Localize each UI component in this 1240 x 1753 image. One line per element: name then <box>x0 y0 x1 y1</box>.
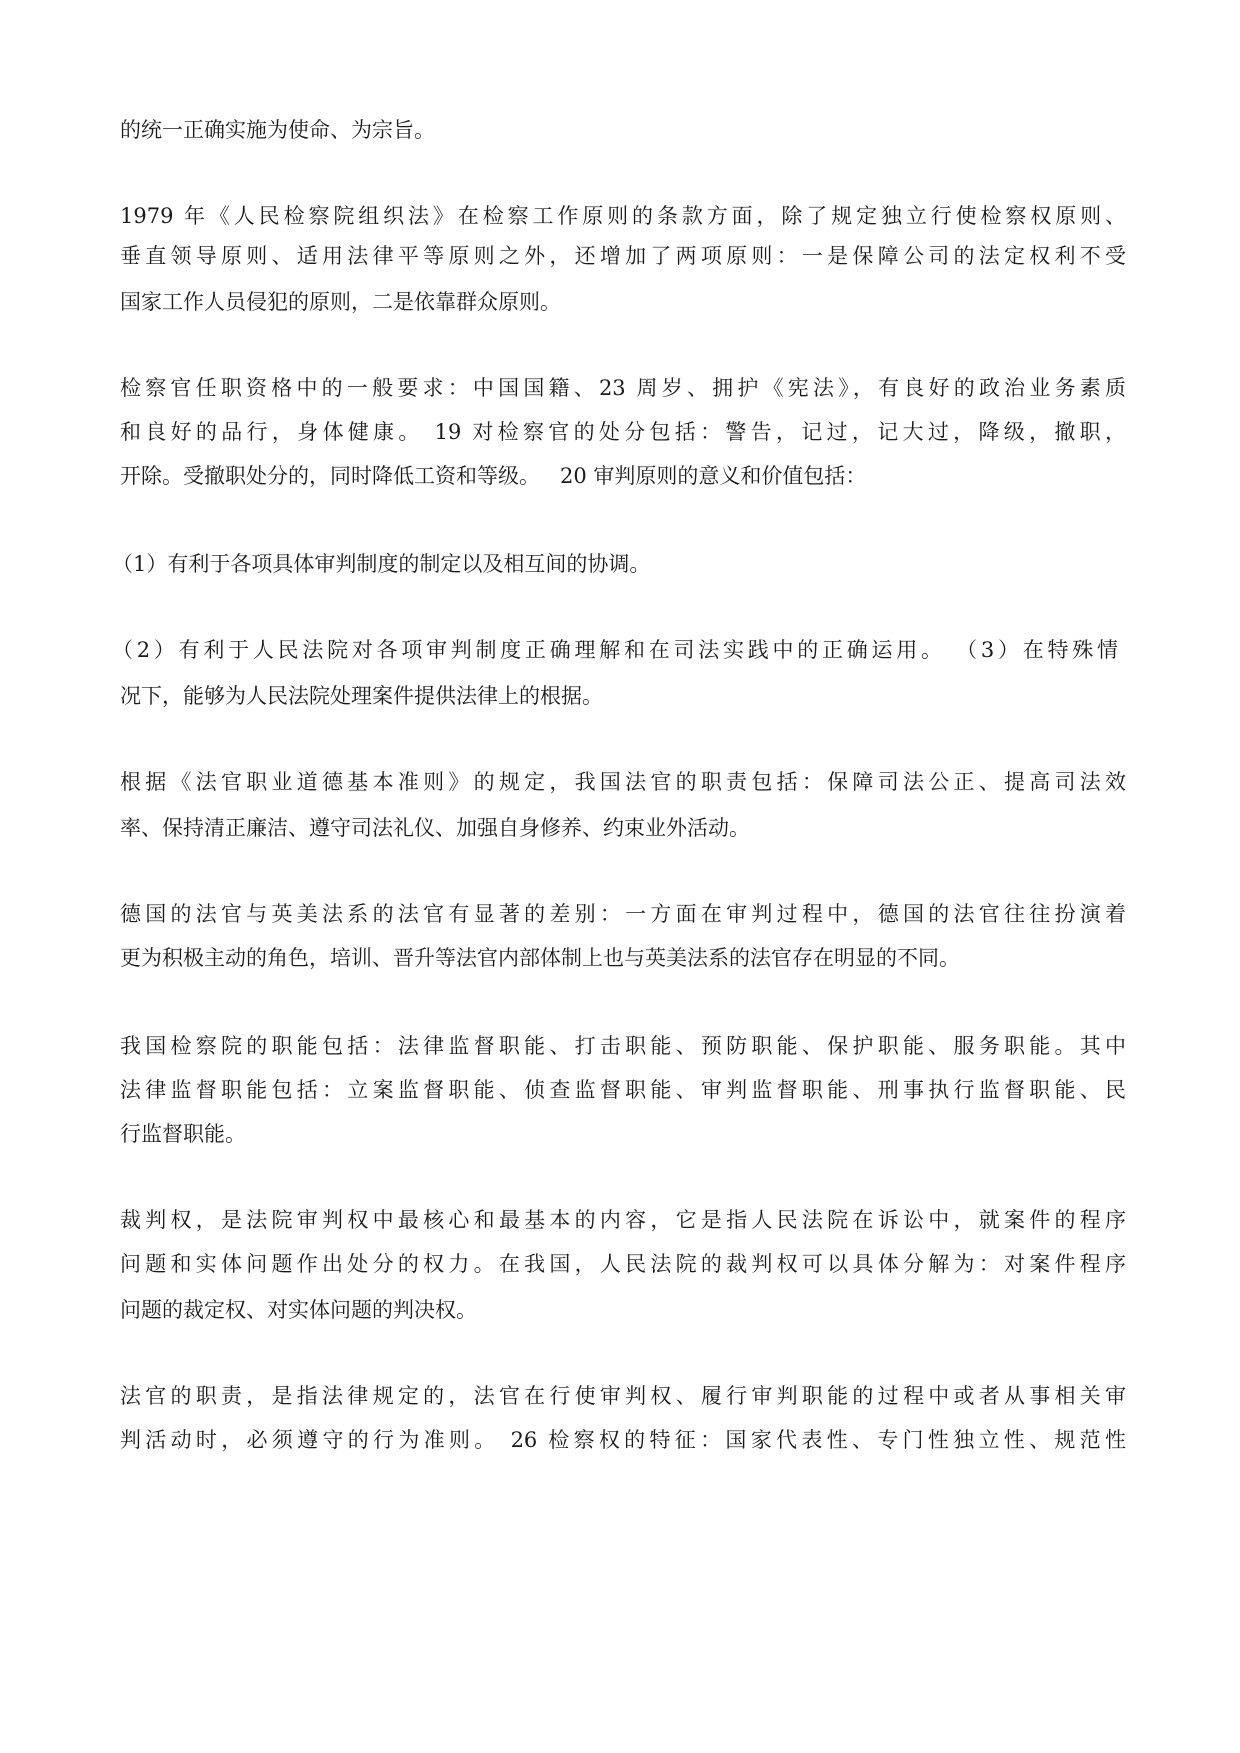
text-line: 率、保持清正廉洁、遵守司法礼仪、加强自身修养、约束业外活动。 <box>120 816 750 840</box>
text-line: （2）有利于人民法院对各项审判制度正确理解和在司法实践中的正确运用。 （3）在特殊情 <box>112 638 1118 662</box>
text-line: 判活动时，必须遵守的行为准则。 26 检察权的特征：国家代表性、专门性独立性、规范性 <box>120 1428 1126 1452</box>
text-line: 问题和实体问题作出处分的权力。在我国，人民法院的裁判权可以具体分解为：对案件程序 <box>120 1252 1126 1276</box>
text-line: 法官的职责，是指法律规定的，法官在行使审判权、履行审判职能的过程中或者从事相关审 <box>120 1384 1126 1408</box>
text-line: 的统一正确实施为使命、为宗旨。 <box>120 118 435 142</box>
text-line: 问题的裁定权、对实体问题的判决权。 <box>120 1298 477 1322</box>
text-line: 法律监督职能包括：立案监督职能、侦查监督职能、审判监督职能、刑事执行监督职能、民 <box>120 1078 1126 1102</box>
text-line: （1）有利于各项具体审判制度的制定以及相互间的协调。 <box>112 552 651 576</box>
text-line: 更为积极主动的角色，培训、晋升等法官内部体制上也与英美法系的法官存在明显的不同。 <box>120 946 960 970</box>
text-line: 国家工作人员侵犯的原则，二是依靠群众原则。 <box>120 290 561 314</box>
text-line: 根据《法官职业道德基本准则》的规定，我国法官的职责包括：保障司法公正、提高司法效 <box>120 770 1126 794</box>
text-line: 和良好的品行，身体健康。 19 对检察官的处分包括：警告，记过，记大过，降级，撤职， <box>120 420 1126 444</box>
text-line: 1979 年《人民检察院组织法》在检察工作原则的条款方面，除了规定独立行使检察权原则、 <box>120 204 1126 228</box>
text-line: 我国检察院的职能包括：法律监督职能、打击职能、预防职能、保护职能、服务职能。其中 <box>120 1034 1126 1058</box>
text-line: 况下，能够为人民法院处理案件提供法律上的根据。 <box>120 684 603 708</box>
text-line: 德国的法官与英美法系的法官有显著的差别：一方面在审判过程中，德国的法官往往扮演着 <box>120 902 1126 926</box>
text-line: 检察官任职资格中的一般要求：中国国籍、23 周岁、拥护《宪法》，有良好的政治业务素质 <box>120 376 1126 400</box>
text-line: 行监督职能。 <box>120 1122 246 1146</box>
text-line: 开除。受撤职处分的，同时降低工资和等级。 20 审判原则的意义和价值包括： <box>120 464 867 488</box>
text-line: 垂直领导原则、适用法律平等原则之外，还增加了两项原则：一是保障公司的法定权利不受 <box>120 244 1126 268</box>
text-line: 裁判权，是法院审判权中最核心和最基本的内容，它是指人民法院在诉讼中，就案件的程序 <box>120 1208 1126 1232</box>
